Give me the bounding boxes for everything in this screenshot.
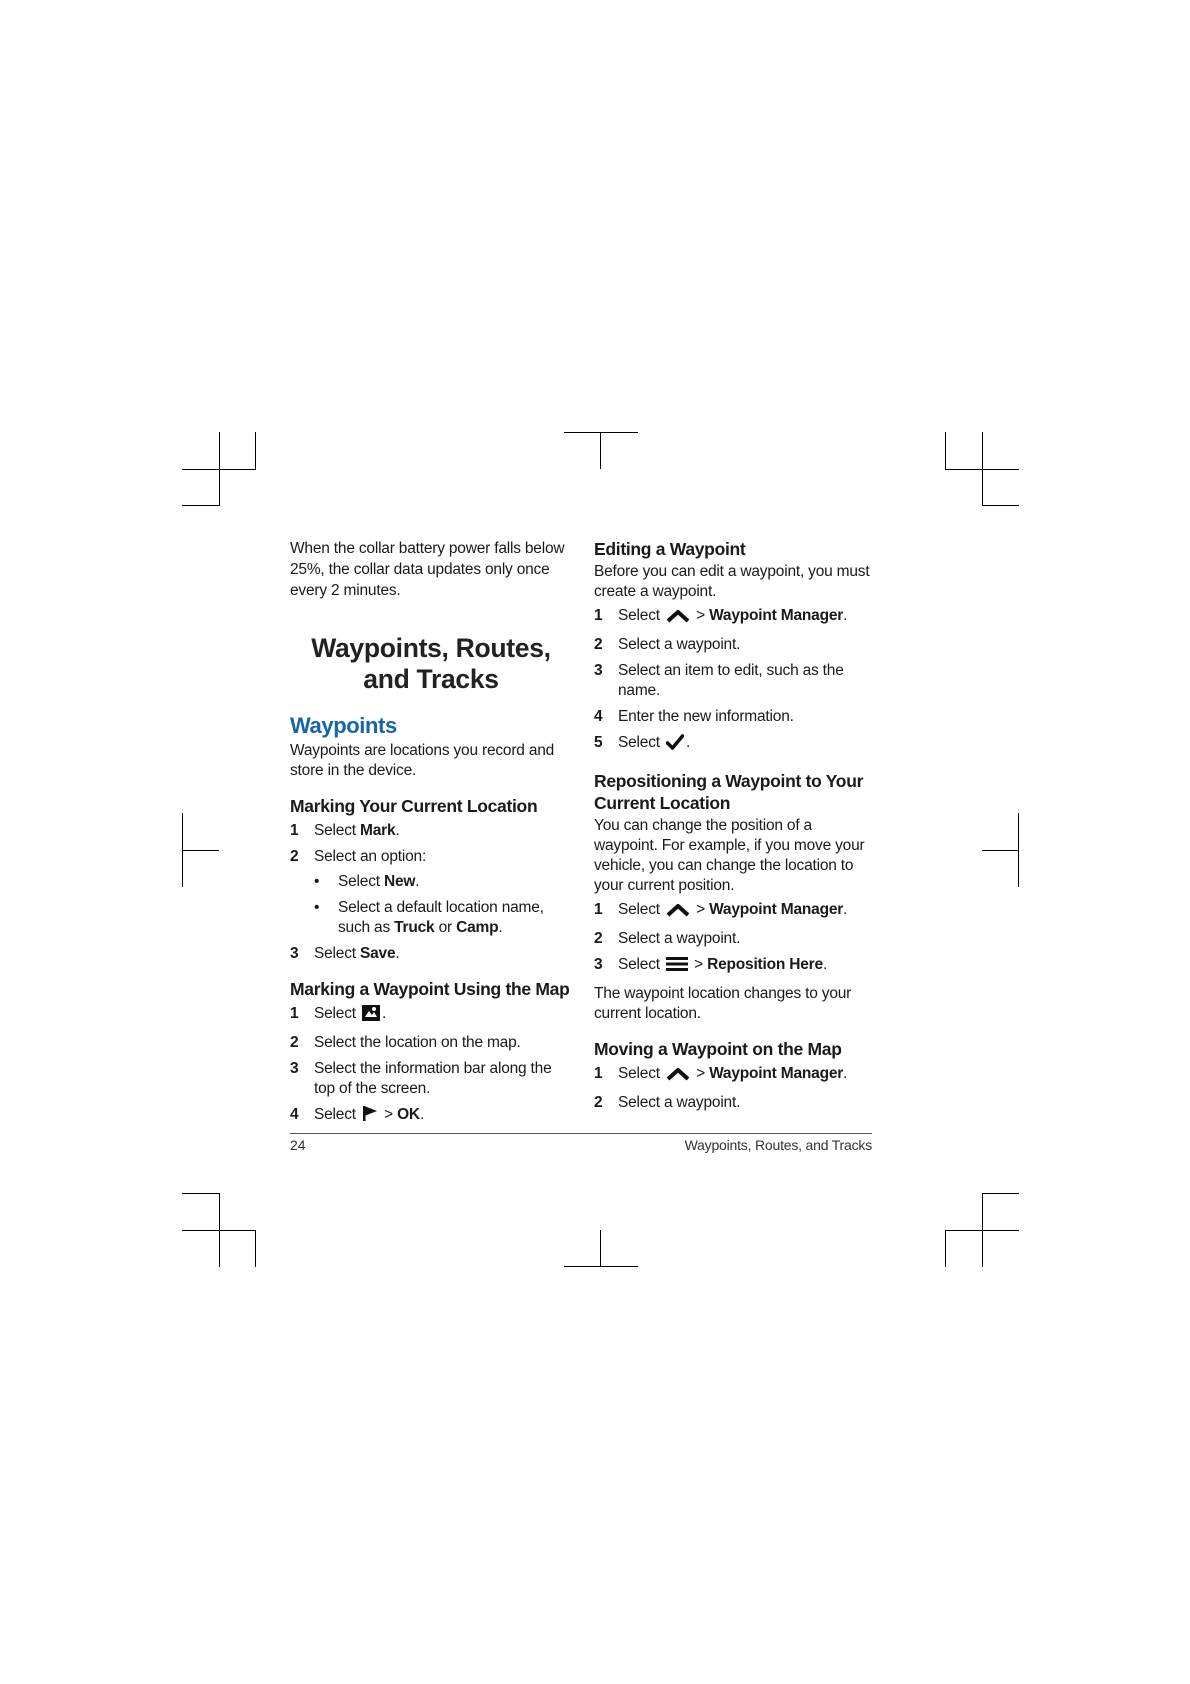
list-item: 1 Select .	[290, 1004, 572, 1027]
steps-repositioning	[594, 900, 876, 978]
bullet: •	[314, 899, 320, 916]
list-item: 3 Select an item to edit, such as the name.	[594, 662, 844, 699]
list-item: 1 Select > Waypoint Manager.	[594, 1064, 876, 1087]
step-number: 3	[594, 956, 603, 973]
crop-mark	[255, 432, 256, 469]
footer-rule	[290, 1133, 872, 1134]
crop-mark	[182, 1230, 256, 1231]
step-number: 1	[290, 822, 299, 839]
ui-label: Reposition Here	[707, 956, 823, 973]
step-number: 1	[594, 607, 603, 624]
crop-mark	[600, 432, 601, 469]
ui-label: OK	[397, 1106, 420, 1123]
steps-moving	[594, 1064, 876, 1113]
crop-mark	[982, 432, 983, 506]
section-title: Waypoints	[290, 713, 397, 738]
repositioning-outro: The waypoint location changes to your current location.	[594, 985, 852, 1022]
step-number: 2	[594, 930, 603, 947]
running-title: Waypoints, Routes, and Tracks	[684, 1137, 872, 1153]
chevron-up-icon	[666, 609, 690, 629]
steps-marking-map	[290, 1004, 572, 1128]
page-number: 24	[290, 1137, 306, 1153]
flag-icon	[362, 1105, 378, 1128]
ui-label: Mark	[360, 822, 396, 839]
ui-label: Waypoint Manager	[709, 607, 844, 624]
step-number: 1	[290, 1005, 299, 1022]
list-item: 2 Select a waypoint.	[594, 636, 741, 653]
intro-paragraph: When the collar battery power falls below 25%, the collar data updates only once every 2 minutes.	[290, 540, 565, 599]
list-item: 1 Select Mark.	[290, 822, 400, 839]
crop-mark	[182, 850, 219, 851]
crop-mark	[219, 432, 220, 506]
list-item: 1 Select > Waypoint Manager.	[594, 900, 876, 923]
subsection-title-moving: Moving a Waypoint on the Map	[594, 1039, 842, 1059]
map-mark-icon	[362, 1005, 380, 1027]
crop-mark	[600, 1230, 601, 1267]
step-number: 3	[594, 662, 603, 679]
left-column	[290, 538, 572, 1134]
crop-mark	[182, 1193, 219, 1194]
repositioning-intro: You can change the position of a waypoint. For example, if you move your vehicle, you can change the location to your current position.	[594, 817, 865, 894]
chapter-title: Waypoints, Routes, and Tracks	[311, 633, 551, 694]
bullet: •	[314, 873, 320, 890]
list-item: • Select a default location name, such as Truck or Camp.	[314, 899, 544, 936]
step-number: 5	[594, 734, 603, 751]
crop-mark	[982, 850, 1019, 851]
step-number: 3	[290, 1060, 299, 1077]
list-item: 2 Select the location on the map.	[290, 1034, 521, 1051]
crop-mark	[945, 1230, 946, 1267]
step-number: 1	[594, 1065, 603, 1082]
step-number: 2	[594, 636, 603, 653]
step-number: 2	[594, 1094, 603, 1111]
steps-marking-current	[290, 821, 572, 964]
subsection-title-repositioning: Repositioning a Waypoint to Your Current Location	[594, 771, 864, 813]
editing-intro: Before you can edit a waypoint, you must create a waypoint.	[594, 563, 870, 600]
step-number: 2	[290, 848, 299, 865]
section-intro: Waypoints are locations you record and store in the device.	[290, 742, 555, 779]
list-item: 3 Select > Reposition Here.	[594, 955, 876, 978]
step-number: 1	[594, 901, 603, 918]
ui-label: Camp	[456, 919, 499, 936]
ui-label: Waypoint Manager	[709, 1065, 844, 1082]
step-number: 2	[290, 1034, 299, 1051]
crop-mark	[255, 1230, 256, 1267]
list-item: • Select New.	[314, 873, 420, 890]
list-item: 4 Select > OK.	[290, 1105, 572, 1128]
crop-mark	[982, 505, 1019, 506]
list-item: 2 Select an option: • Select New. • Select a default location name, such as Truck or Camp.	[290, 847, 572, 938]
crop-mark	[564, 432, 638, 433]
option-list	[314, 872, 572, 938]
crop-mark	[982, 1193, 1019, 1194]
step-number: 4	[594, 708, 603, 725]
menu-icon	[666, 956, 688, 978]
list-item: 4 Enter the new information.	[594, 708, 794, 725]
list-item: 2 Select a waypoint.	[594, 930, 741, 947]
subsection-title-marking-current: Marking Your Current Location	[290, 796, 538, 816]
steps-editing	[594, 606, 876, 756]
ui-label: New	[384, 873, 416, 890]
ui-label: Waypoint Manager	[709, 901, 844, 918]
list-item: 3 Select the information bar along the top of the screen.	[290, 1060, 552, 1097]
list-item: 2 Select a waypoint.	[594, 1094, 741, 1111]
step-number: 3	[290, 945, 299, 962]
crop-mark	[564, 1266, 638, 1267]
list-item: 3 Select Save.	[290, 945, 400, 962]
right-column	[594, 538, 876, 1119]
chevron-up-icon	[666, 903, 690, 923]
check-icon	[666, 734, 684, 756]
crop-mark	[182, 505, 219, 506]
chevron-up-icon	[666, 1067, 690, 1087]
step-number: 4	[290, 1106, 299, 1123]
list-item: 1 Select > Waypoint Manager.	[594, 606, 876, 629]
subsection-title-marking-map: Marking a Waypoint Using the Map	[290, 979, 570, 999]
ui-label: Truck	[394, 919, 435, 936]
crop-mark	[945, 432, 946, 469]
subsection-title-editing: Editing a Waypoint	[594, 539, 746, 559]
ui-label: Save	[360, 945, 396, 962]
list-item: 5 Select .	[594, 733, 876, 756]
crop-mark	[945, 1230, 1019, 1231]
